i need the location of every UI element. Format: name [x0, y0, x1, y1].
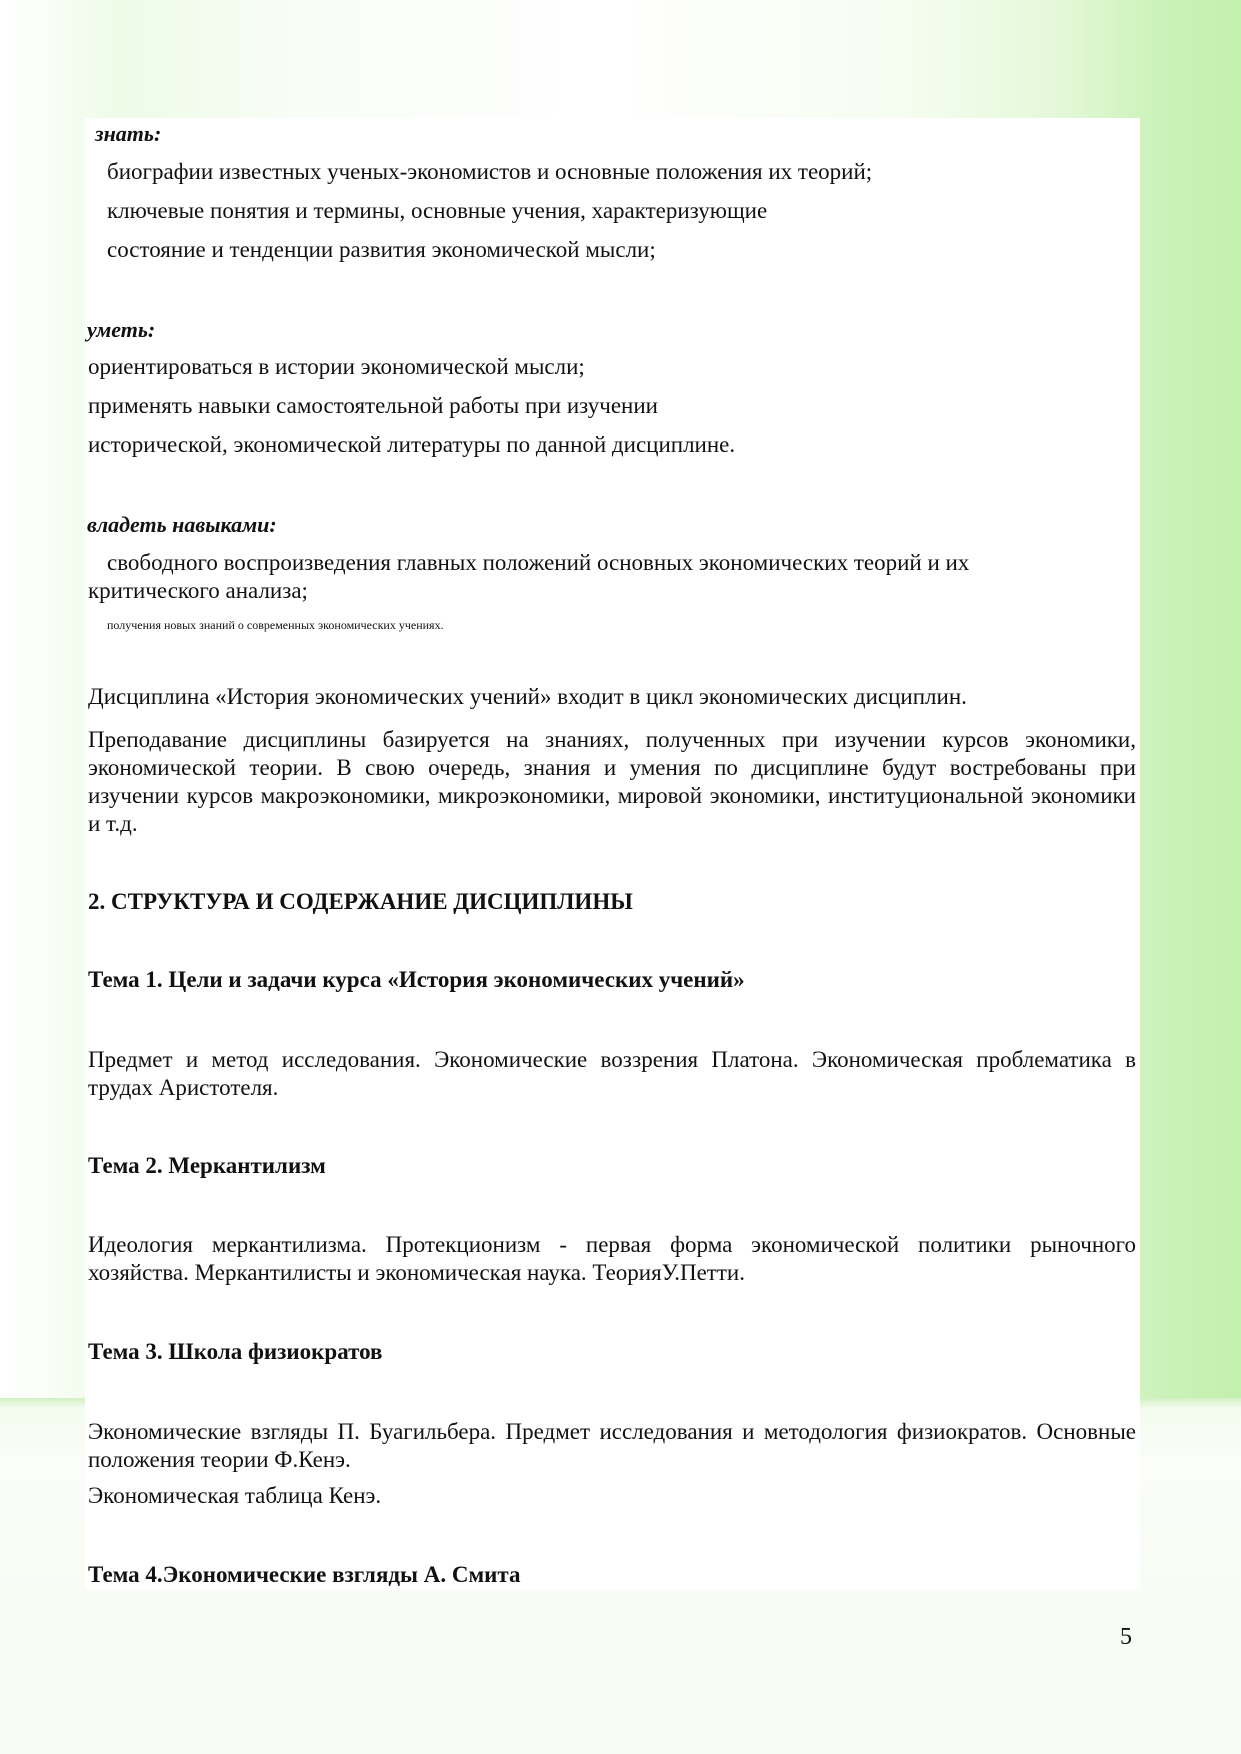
section-heading: 2. СТРУКТУРА И СОДЕРЖАНИЕ ДИСЦИПЛИНЫ: [88, 889, 633, 914]
intro-paragraph: Дисциплина «История экономических учений» входит в цикл экономических дисциплин.: [88, 684, 967, 709]
skills-item-continuation: критического анализа;: [88, 578, 308, 603]
page-number: 5: [1120, 1624, 1132, 1650]
page-content: [85, 118, 1140, 1590]
topic-title: Тема 1. Цели и задачи курса «История экономических учений»: [88, 967, 745, 992]
know-label: знать:: [95, 121, 162, 146]
topic-title: Тема 3. Школа физиократов: [88, 1339, 383, 1364]
topic-paragraph: Экономические взгляды П. Буагильбера. Предмет исследования и методология физиократов. Основные положения теории Ф.Кенэ.: [88, 1419, 1136, 1472]
skills-label: владеть навыками:: [87, 512, 277, 537]
skills-item: получения новых знаний о современных экономических учениях.: [107, 618, 444, 632]
topic-title: Тема 2. Меркантилизм: [88, 1153, 326, 1178]
able-item: ориентироваться в истории экономической мысли;: [88, 354, 585, 379]
know-item: ключевые понятия и термины, основные учения, характеризующие: [107, 198, 768, 223]
know-item: биографии известных ученых-экономистов и основные положения их теорий;: [107, 159, 873, 184]
able-item: применять навыки самостоятельной работы при изучении: [88, 393, 658, 418]
able-item: исторической, экономической литературы по данной дисциплине.: [88, 432, 736, 457]
intro-paragraph: Преподавание дисциплины базируется на знаниях, полученных при изучении курсов экономики, экономической теории. В свою очередь, знания и умения по дисциплине будут востребованы при изучении курсов макроэкономики, микроэкономики, мировой экономики, институциональной экономики и т.д.: [88, 727, 1136, 836]
topic-title: Тема 4.Экономические взгляды А. Смита: [88, 1562, 521, 1587]
topic-paragraph: Экономическая таблица Кенэ.: [88, 1483, 382, 1508]
topic-paragraph: Предмет и метод исследования. Экономические воззрения Платона. Экономическая проблематика в трудах Аристотеля.: [88, 1047, 1136, 1100]
skills-item: свободного воспроизведения главных положений основных экономических теорий и их: [107, 550, 970, 575]
able-label: уметь:: [87, 317, 156, 342]
topic-paragraph: Идеология меркантилизма. Протекционизм - первая форма экономической политики рыночного хозяйства. Меркантилисты и экономическая наука. ТеорияУ.Петти.: [88, 1232, 1136, 1285]
know-item: состояние и тенденции развития экономической мысли;: [107, 237, 656, 262]
